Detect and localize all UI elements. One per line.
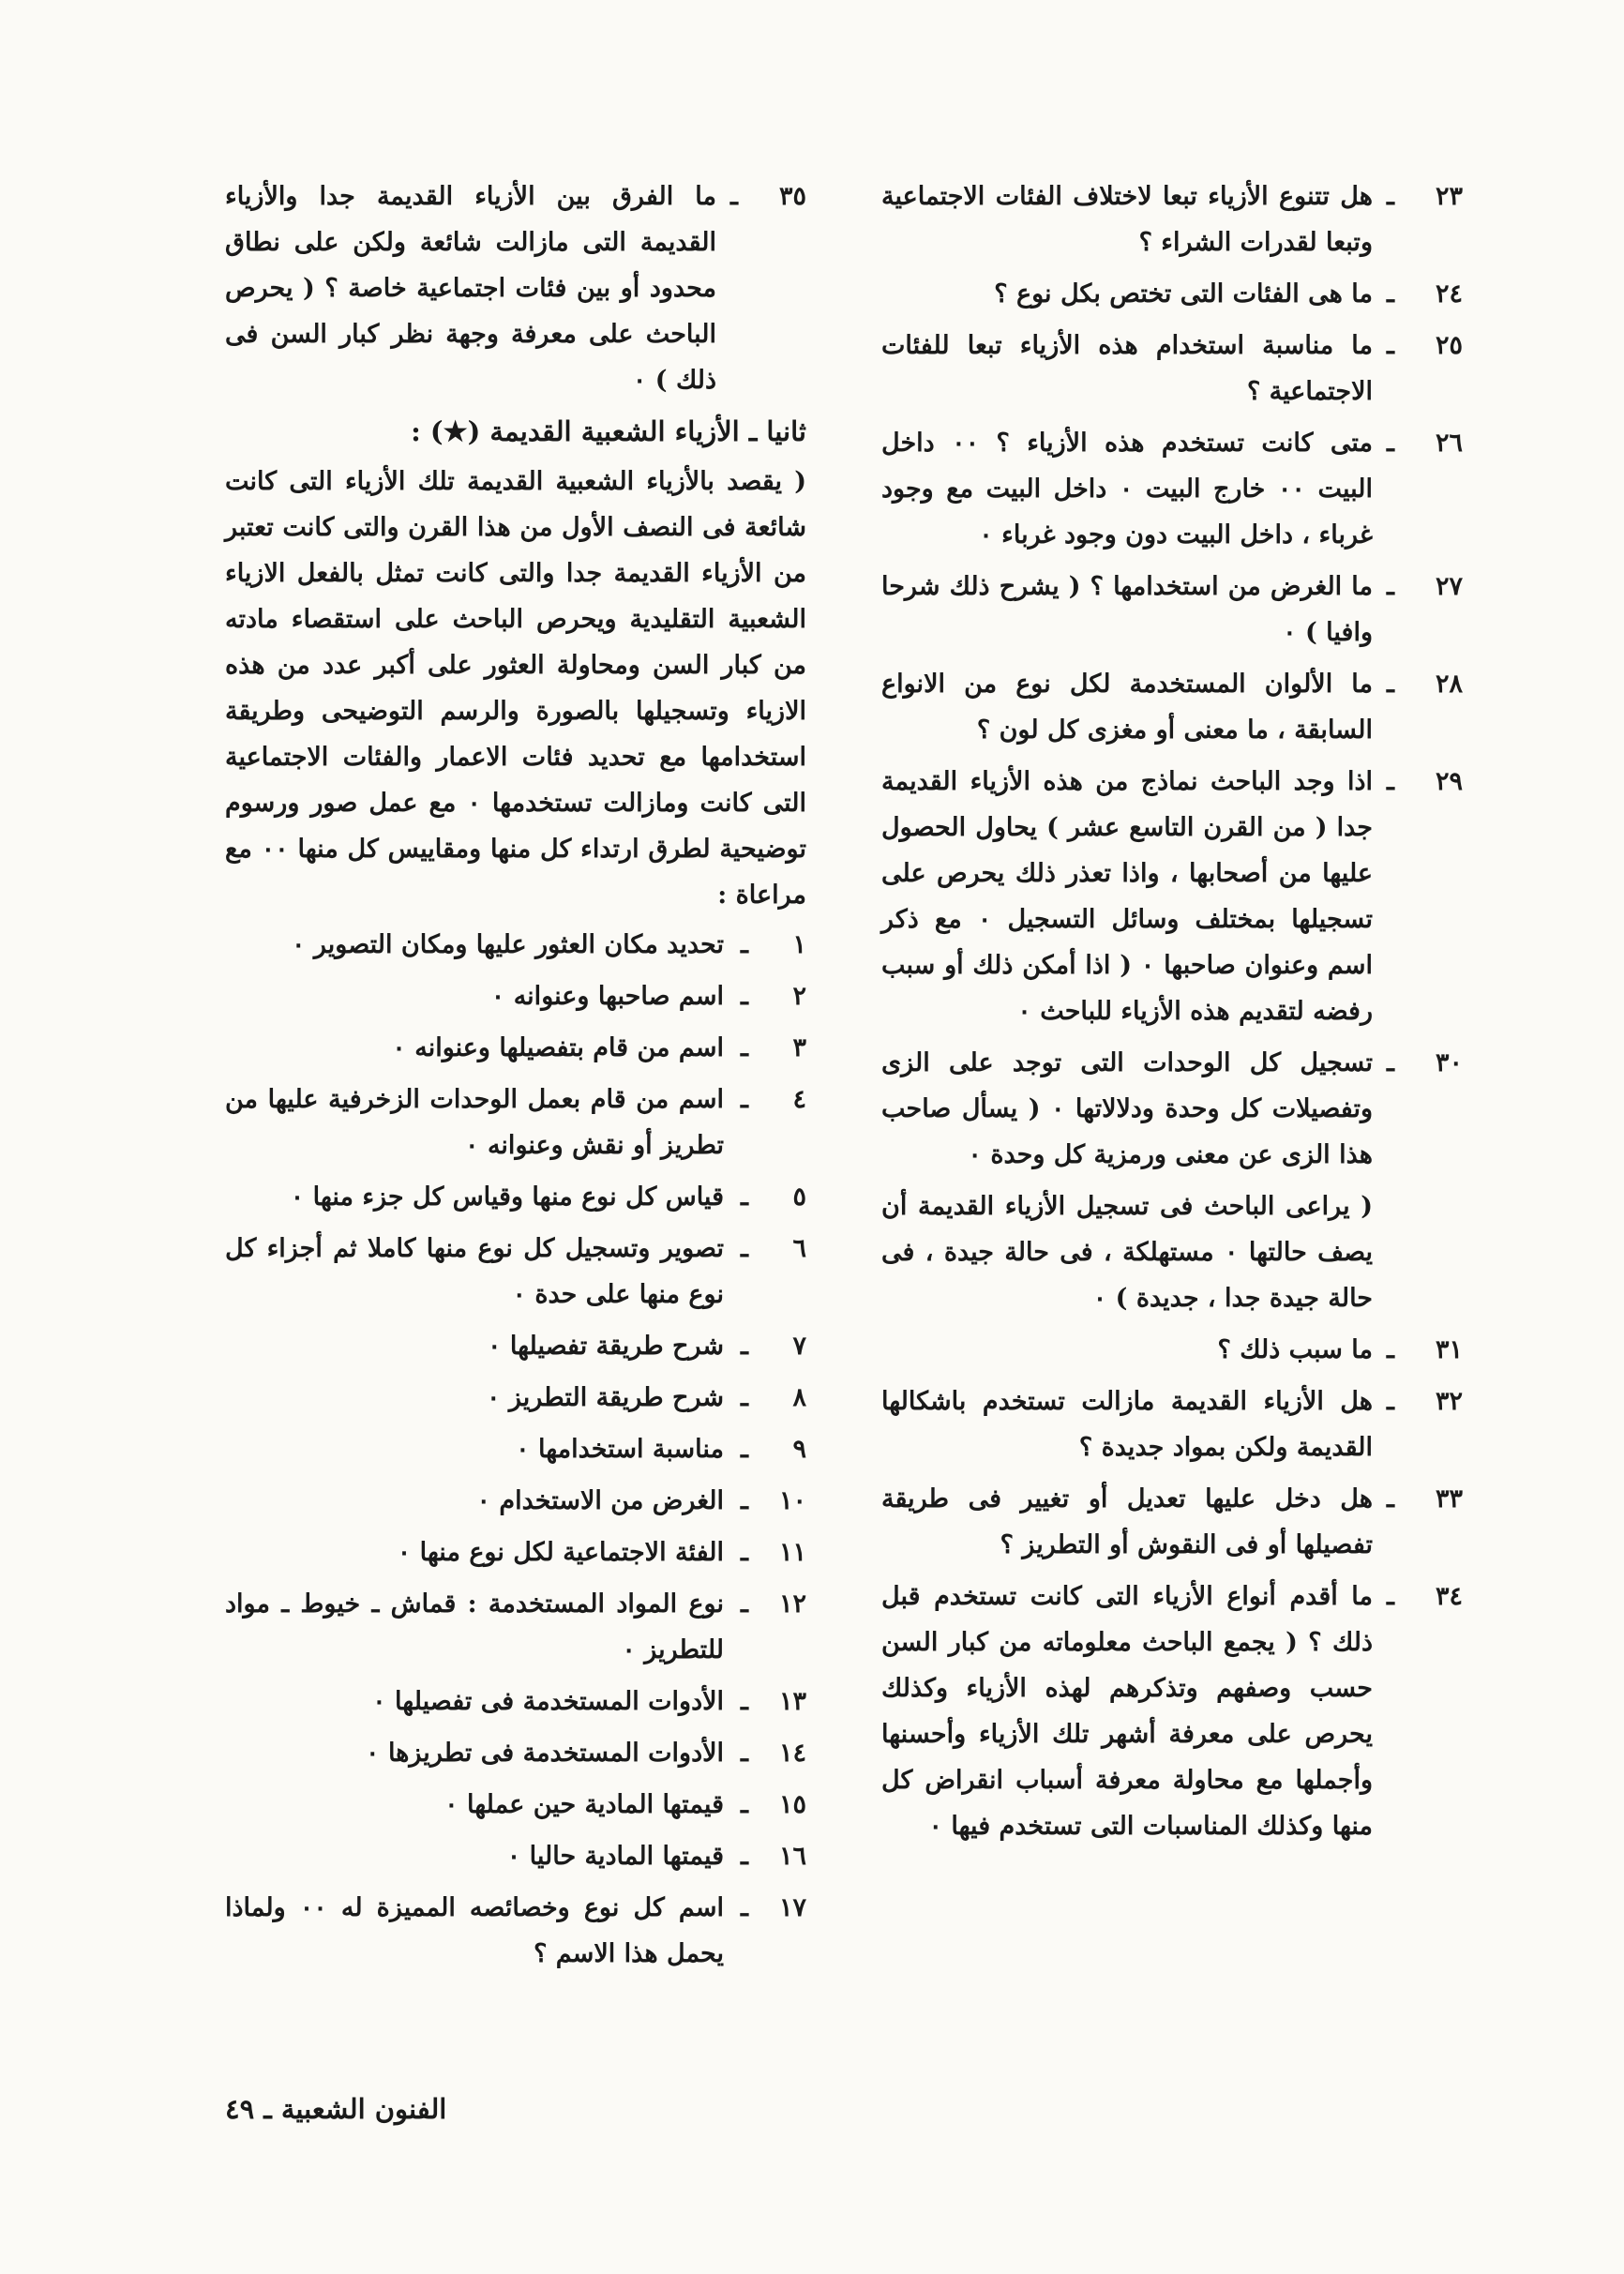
criteria-item [225, 1478, 806, 1524]
item-dash: ـ [1387, 331, 1394, 360]
item-dash: ـ [741, 930, 748, 959]
item-text: اذا وجد الباحث نماذج من هذه الأزياء القديمة جدا ( من القرن التاسع عشر ) يحاول الحصول عليها من أصحابها ، واذا تعذر ذلك يحرص على تسجيلها بمختلف وسائل التسجيل ٠ مع ذكر اسم وعنوان صاحبها ٠ ( اذا أمكن ذلك أو سبب رفضه لتقديم هذه الأزياء للباحث ٠ [881, 767, 1373, 1026]
item-dash: ـ [1387, 670, 1394, 699]
item-text: ما أقدم أنواع الأزياء التى كانت تستخدم قبل ذلك ؟ ( يجمع الباحث معلوماته من كبار السن حسب وصفهم وتذكرهم لهذه الأزياء وكذلك يحرص على معرفة أشهر تلك الأزياء وأحسنها وأجملها مع محاولة معرفة أسباب انقراض كل منها وكذلك المناسبات التى تستخدم فيها ٠ [881, 1582, 1373, 1841]
item-number: ٦ [792, 1234, 806, 1263]
question-item [881, 1040, 1463, 1178]
item-dash: ـ [1387, 279, 1394, 309]
item-dash: ـ [1387, 429, 1394, 458]
item-text: هل تتنوع الأزياء تبعا لاختلاف الفئات الاجتماعية وتبعا لقدرات الشراء ؟ [881, 182, 1373, 257]
item-number: ٨ [792, 1383, 806, 1412]
item-number: ١٠ [778, 1486, 806, 1515]
item-dash: ـ [741, 1332, 748, 1361]
item-dash: ـ [741, 982, 748, 1011]
item-text: تصوير وتسجيل كل نوع منها كاملا ثم أجزاء كل نوع منها على حدة ٠ [225, 1234, 724, 1309]
item-dash: ـ [741, 1589, 748, 1619]
item-text: هل الأزياء القديمة مازالت تستخدم باشكالها القديمة ولكن بمواد جديدة ؟ [881, 1387, 1373, 1462]
item-number: ٢٧ [1435, 572, 1463, 601]
item-text: متى كانت تستخدم هذه الأزياء ؟ ٠٠ داخل البيت ٠٠ خارج البيت ٠ داخل البيت مع وجود غرباء ، داخل البيت دون وجود غرباء ٠ [881, 429, 1374, 550]
item-number: ٣٠ [1435, 1048, 1463, 1077]
criteria-item [225, 1730, 806, 1776]
item-number: ١٢ [778, 1589, 806, 1619]
question-item [881, 1378, 1463, 1470]
item-number: ٣٣ [1435, 1484, 1463, 1513]
item-dash: ـ [741, 1085, 748, 1114]
item-text: ما سبب ذلك ؟ [1217, 1335, 1373, 1364]
item-dash: ـ [1387, 1484, 1394, 1513]
right-column [881, 173, 1463, 1855]
item-number: ١٧ [778, 1893, 806, 1922]
item-text: تسجيل كل الوحدات التى توجد على الزى وتفصيلات كل وحدة ودلالاتها ٠ ( يسأل صاحب هذا الزى عن معنى ورمزية كل وحدة ٠ [881, 1048, 1373, 1169]
item-number: ٢٨ [1435, 670, 1463, 699]
item-dash: ـ [741, 1486, 748, 1515]
question-item [881, 564, 1463, 655]
item-dash: ـ [741, 1842, 748, 1871]
item-number: ٣٢ [1435, 1387, 1463, 1416]
left-column [225, 173, 806, 1982]
item-number: ٣ [792, 1033, 806, 1062]
item-number: ٤ [792, 1085, 806, 1114]
item-text: الأدوات المستخدمة فى تفصيلها ٠ [372, 1687, 724, 1716]
item-number: ٥ [792, 1182, 806, 1212]
item-number: ٣٥ [778, 182, 806, 211]
item-text: قياس كل نوع منها وقياس كل جزء منها ٠ [290, 1182, 724, 1212]
criteria-item [225, 1077, 806, 1168]
item-number: ٢٣ [1435, 182, 1463, 211]
item-text: الغرض من الاستخدام ٠ [476, 1486, 724, 1515]
question-item [881, 1476, 1463, 1568]
item-text: نوع المواد المستخدمة : قماش ـ خيوط ـ مواد للتطريز ٠ [225, 1589, 724, 1664]
criteria-item [225, 922, 806, 968]
item-number: ١٦ [778, 1842, 806, 1871]
question-item [881, 173, 1463, 265]
item-text: مناسبة استخدامها ٠ [516, 1435, 724, 1464]
item-text: ما الألوان المستخدمة لكل نوع من الانواع السابقة ، ما معنى أو مغزى كل لون ؟ [881, 670, 1373, 745]
item-dash: ـ [741, 1234, 748, 1263]
criteria-item [225, 1025, 806, 1071]
item-number: ٢٤ [1435, 279, 1463, 309]
item-text: اسم صاحبها وعنوانه ٠ [490, 982, 724, 1011]
item-text: قيمتها المادية حين عملها ٠ [444, 1790, 724, 1819]
item-number: ١٥ [778, 1790, 806, 1819]
criteria-item [225, 1226, 806, 1318]
item-text: اسم من قام بعمل الوحدات الزخرفية عليها من تطريز أو نقش وعنوانه ٠ [225, 1085, 724, 1160]
question-item [881, 1574, 1463, 1849]
item-text: شرح طريقة تفصيلها ٠ [487, 1332, 724, 1361]
item-dash: ـ [741, 1383, 748, 1412]
criteria-item [225, 1174, 806, 1220]
criteria-item [225, 1426, 806, 1472]
question-item [881, 759, 1463, 1034]
question-item [881, 661, 1463, 753]
item-dash: ـ [1387, 1582, 1394, 1611]
criteria-item [225, 1581, 806, 1673]
item-dash: ـ [1387, 1387, 1394, 1416]
item-dash: ـ [741, 1687, 748, 1716]
item-dash: ـ [741, 1893, 748, 1922]
item-dash: ـ [1387, 182, 1394, 211]
criteria-item [225, 1529, 806, 1575]
question-item [881, 420, 1463, 558]
item-dash: ـ [730, 182, 738, 211]
criteria-item [225, 1375, 806, 1421]
item-number: ١٣ [778, 1687, 806, 1716]
item-text: اسم من قام بتفصيلها وعنوانه ٠ [392, 1033, 724, 1062]
item-dash: ـ [741, 1538, 748, 1567]
item-dash: ـ [741, 1739, 748, 1768]
item-number: ١٤ [778, 1739, 806, 1768]
item-number: ١١ [778, 1538, 806, 1567]
criteria-item [225, 1833, 806, 1879]
section-heading: ثانيا ـ الأزياء الشعبية القديمة (★) : [411, 415, 806, 447]
item-dash: ـ [741, 1033, 748, 1062]
criteria-item [225, 1885, 806, 1977]
item-number: ٢ [792, 982, 806, 1011]
note-paragraph: ( يراعى الباحث فى تسجيل الأزياء القديمة أن يصف حالتها ٠ مستهلكة ، فى حالة جيدة ، فى حالة جيدة جدا ، جديدة ) ٠ [881, 1192, 1374, 1313]
item-text: تحديد مكان العثور عليها ومكان التصوير ٠ [291, 930, 724, 959]
page-footer: الفنون الشعبية ـ ٤٩ [225, 2093, 447, 2125]
question-item [881, 323, 1463, 414]
item-dash: ـ [741, 1790, 748, 1819]
item-text: الأدوات المستخدمة فى تطريزها ٠ [366, 1739, 724, 1768]
item-dash: ـ [1387, 1048, 1394, 1077]
item-text: قيمتها المادية حاليا ٠ [506, 1842, 724, 1871]
question-35 [225, 173, 806, 403]
item-dash: ـ [1387, 572, 1394, 601]
item-text: ما هى الفئات التى تختص بكل نوع ؟ [994, 279, 1373, 309]
criteria-list [225, 922, 806, 1977]
criteria-item [225, 973, 806, 1019]
question-item [881, 271, 1463, 317]
item-dash: ـ [741, 1435, 748, 1464]
criteria-item [225, 1782, 806, 1828]
item-dash: ـ [741, 1182, 748, 1212]
item-text: ما الغرض من استخدامها ؟ ( يشرح ذلك شرحا وافيا ) ٠ [881, 572, 1373, 647]
item-number: ٣١ [1435, 1335, 1463, 1364]
criteria-item [225, 1323, 806, 1369]
item-dash: ـ [1387, 767, 1394, 796]
criteria-item [225, 1679, 806, 1724]
item-text: ما الفرق بين الأزياء القديمة جدا والأزياء القديمة التى مازالت شائعة ولكن على نطاق محدود أو بين فئات اجتماعية خاصة ؟ ( يحرص الباحث على معرفة وجهة نظر كبار السن فى ذلك ) ٠ [225, 182, 716, 395]
item-text: اسم كل نوع وخصائصه المميزة له ٠٠ ولماذا يحمل هذا الاسم ؟ [225, 1893, 725, 1968]
item-dash: ـ [1387, 1335, 1394, 1364]
question-item [881, 1327, 1463, 1373]
item-number: ٢٦ [1435, 429, 1463, 458]
item-text: هل دخل عليها تعديل أو تغيير فى طريقة تفصيلها أو فى النقوش أو التطريز ؟ [881, 1484, 1373, 1559]
item-number: ٢٥ [1435, 331, 1463, 360]
item-number: ٧ [792, 1332, 806, 1361]
item-text: شرح طريقة التطريز ٠ [486, 1383, 724, 1412]
item-number: ٩ [792, 1435, 806, 1464]
item-number: ٣٤ [1435, 1582, 1463, 1611]
item-number: ١ [792, 930, 806, 959]
item-number: ٢٩ [1435, 767, 1463, 796]
item-text: ما مناسبة استخدام هذه الأزياء تبعا للفئات الاجتماعية ؟ [881, 331, 1373, 406]
section-paragraph: ( يقصد بالأزياء الشعبية القديمة تلك الأزياء التى كانت شائعة فى النصف الأول من هذا القرن والتى كانت تعتبر من الأزياء القديمة جدا والتى كانت تمثل بالفعل الازياء الشعبية التقليدية ويحرص الباحث على استقصاء مادته من كبار السن ومحاولة العثور على أكبر عدد من هذه الازياء وتسجيلها بالصورة والرسم التوضيحى وطريقة استخدامها مع تحديد فئات الاعمار والفئات الاجتماعية التى كانت ومازالت تستخدمها ٠ مع عمل صور ورسوم توضيحية لطرق ارتداء كل منها ومقاييس كل منها ٠٠ مع مراعاة : [225, 467, 806, 910]
item-text: الفئة الاجتماعية لكل نوع منها ٠ [397, 1538, 724, 1567]
